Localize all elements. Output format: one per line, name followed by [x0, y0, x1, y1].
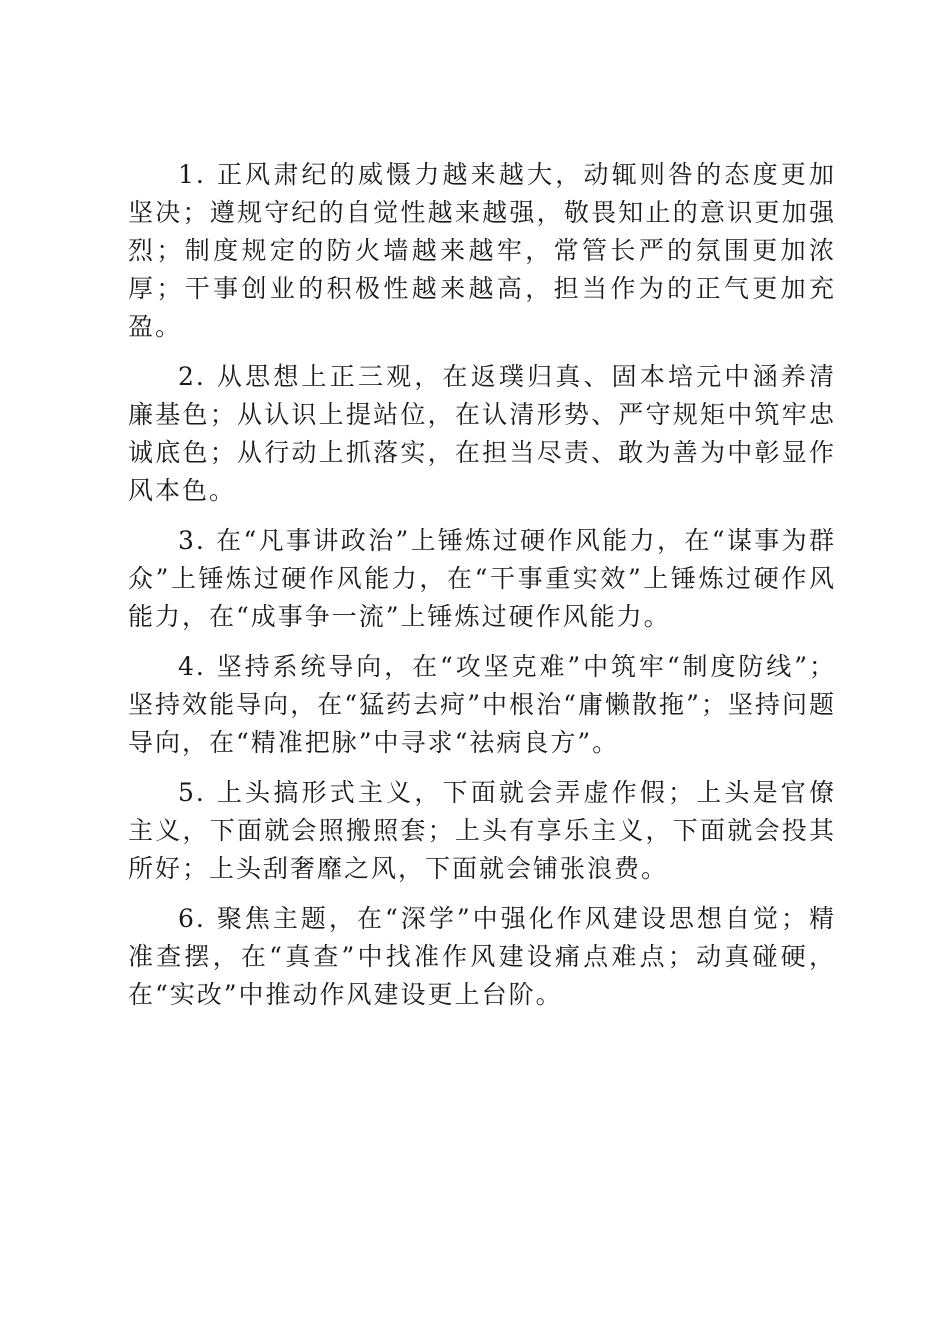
paragraph-4: 4. 坚持系统导向，在“攻坚克难”中筑牢“制度防线”；坚持效能导向，在“猛药去疴”中根治“庸懒散拖”；坚持问题导向，在“精准把脉”中寻求“祛病良方”。 — [128, 652, 836, 757]
paragraph-5: 5. 上头搞形式主义，下面就会弄虚作假；上头是官僚主义，下面就会照搬照套；上头有享乐主义，下面就会投其所好；上头刮奢靡之风，下面就会铺张浪费。 — [128, 778, 836, 883]
document-body — [128, 156, 836, 1026]
paragraph-2: 2. 从思想上正三观，在返璞归真、固本培元中涵养清廉基色；从认识上提站位，在认清形势、严守规矩中筑牢忠诚底色；从行动上抓落实，在担当尽责、敢为善为中彰显作风本色。 — [128, 362, 836, 505]
paragraph-1: 1. 正风肃纪的威慑力越来越大，动辄则咎的态度更加坚决；遵规守纪的自觉性越来越强，敬畏知止的意识更加强烈；制度规定的防火墙越来越牢，常管长严的氛围更加浓厚；干事创业的积极性越来越高，担当作为的正气更加充盈。 — [128, 160, 836, 341]
paragraph-3: 3. 在“凡事讲政治”上锤炼过硬作风能力，在“谋事为群众”上锤炼过硬作风能力，在“干事重实效”上锤炼过硬作风能力，在“成事争一流”上锤炼过硬作风能力。 — [128, 526, 836, 631]
paragraph-6: 6. 聚焦主题，在“深学”中强化作风建设思想自觉；精准查摆，在“真查”中找准作风建设痛点难点；动真碰硬，在“实改”中推动作风建设更上台阶。 — [128, 904, 836, 1009]
